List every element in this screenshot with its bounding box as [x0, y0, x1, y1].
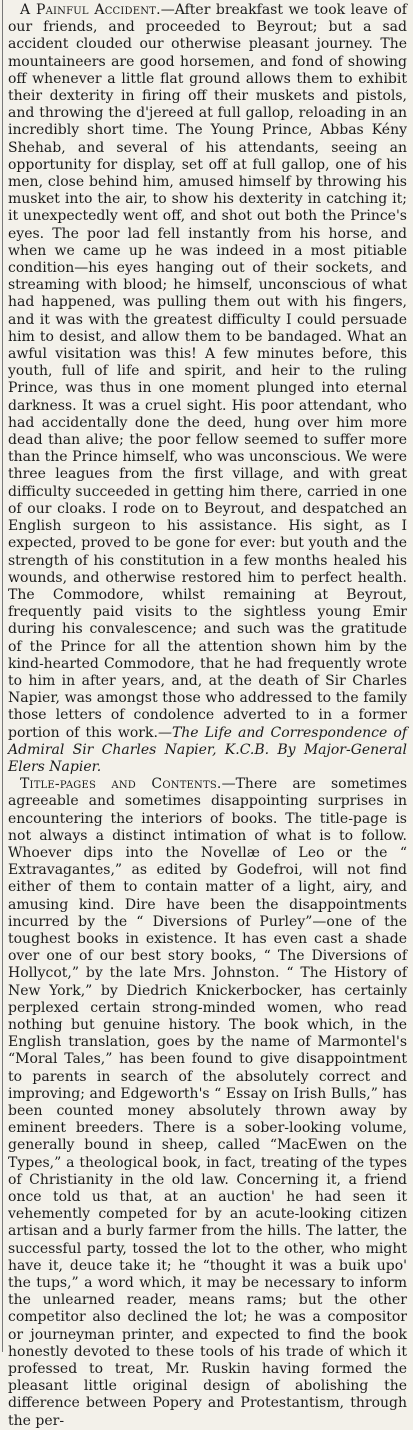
- column-rule: [2, 0, 3, 1352]
- article-heading: A Painful Accident.: [20, 2, 161, 18]
- article-source: —The Life and Correspondence of Admiral Sir Charles Napier, K.C.B. By Major-General Elers Napier.: [8, 724, 407, 775]
- article-heading: Title-pages and Contents.: [20, 776, 222, 793]
- article-title-pages: [8, 776, 407, 1430]
- article-painful-accident: [8, 2, 407, 776]
- article-body: —There are sometimes agreeable and sometimes disappointing surprises in encountering the interiors of books. The title-page is not always a distinct intimation of what is to follow. Whoever dips into the Novellæ of Leo or the “ Extravagantes,” as edited by Godefroi, will not find either of them to contain matter of a light, airy, and amusing kind. Dire have been the disappointments incurred by the “ Diversions of Purley”—one of the toughest books in existence. It has even cast a shade over one of our best story books, “ The Diversions of Hollycot,” by the late Mrs. Johnston. “ The History of New York,” by Diedrich Knickerbocker, has certainly perplexed certain strong-minded women, who read nothing but genuine history. The book which, in the English translation, goes by the name of Marmontel's “Moral Tales,” has been found to give disappointment to parents in search of the absolutely correct and improving; and Edgeworth's “ Essay on Irish Bulls,” has been counted money absolutely thrown away by eminent breeders. There is a sober-looking volume, generally bound in sheep, called “MacEwen on the Types,” a theological book, in fact, treating of the types of Christianity in the old law. Concerning it, a friend once told us that, at an auction' he had seen it vehemently competed for by an acute-looking citizen artisan and a burly farmer from the hills. The latter, the successful party, tossed the lot to the other, who might have it, deuce take it; he “thought it was a buik upo' the tups,” a word which, it may be necessary to inform the unlearned reader, means rams; but the other competitor also declined the lot; he was a compositor or journeyman printer, and expected to find the book honestly devoted to these tools of his trade of which it professed to treat, Mr. Ruskin having formed the pleasant little original design of abolishing the difference between Popery and Protestantism, through the per-: [8, 776, 407, 1429]
- article-body: —After breakfast we took leave of our friends, and proceeded to Beyrout; but a sad accident clouded our otherwise pleasant journey. The mountaineers are good horsemen, and fond of showing off whenever a little flat ground allows them to exhibit their dexterity in firing off their muskets and pistols, and throwing the d'jereed at full gallop, reloading in an incredibly short time. The Young Prince, Abbas Kény Shehab, and several of his attendants, seeing an opportunity for display, set off at full gallop, one of his men, close behind him, amused himself by throwing his musket into the air, to show his dexterity in catching it; it unexpectedly went off, and shot out both the Prince's eyes. The poor lad fell instantly from his horse, and when we came up he was indeed in a most pitiable condition—his eyes hanging out of their sockets, and streaming with blood; he himself, unconscious of what had happened, was pulling them out with his fingers, and it was with the greatest difficulty I could persuade him to desist, and allow them to be bandaged. What an awful visitation was this! A few minutes before, this youth, full of life and spirit, and heir to the ruling Prince, was thus in one moment plunged into eternal darkness. It was a cruel sight. His poor attendant, who had accidentally done the deed, hung over him more dead than alive; the poor fellow seemed to suffer more than the Prince himself, who was unconscious. We were three leagues from the first village, and with great difficulty succeeded in getting him there, carried in one of our cloaks. I rode on to Beyrout, and despatched an English surgeon to his assistance. His sight, as I expected, proved to be gone for ever: but youth and the strength of his constitution in a few months healed his wounds, and otherwise restored him to perfect health. The Commodore, whilst remaining at Beyrout, frequently paid visits to the sightless young Emir during his convalescence; and such was the gratitude of the Prince for all the attention shown him by the kind-hearted Commodore, that he had frequently wrote to him in after years, and, at the death of Sir Charles Napier, was amongst those who addressed to the family those letters of condolence adverted to in a former portion of this work.: [8, 2, 407, 741]
